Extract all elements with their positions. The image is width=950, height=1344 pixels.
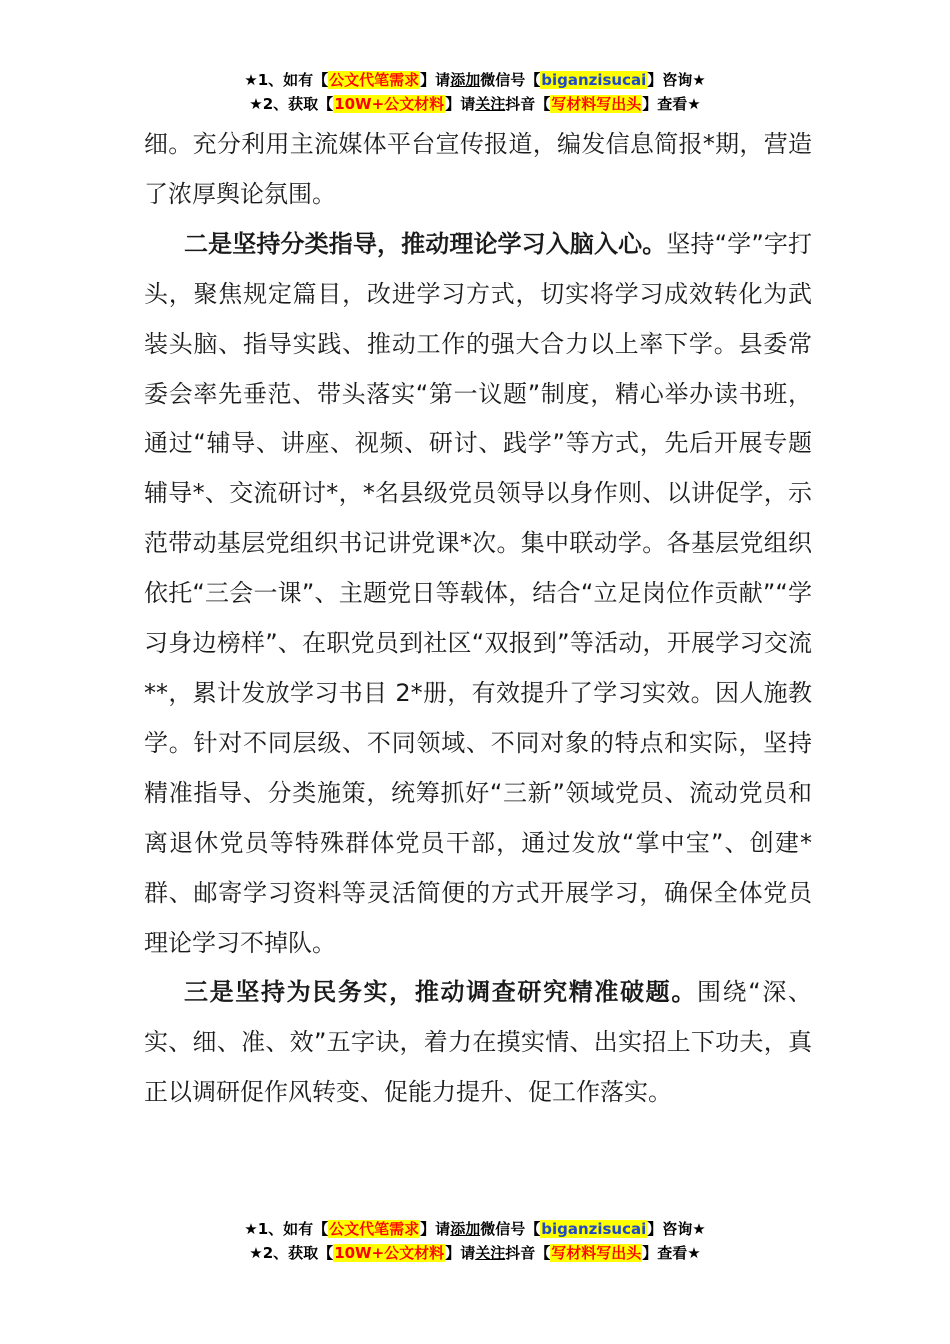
paragraph-1: 细。充分利用主流媒体平台宣传报道，编发信息简报*期，营造了浓厚舆论氛围。 <box>144 130 812 208</box>
banner-line-2 <box>0 1241 950 1265</box>
footer-banner <box>0 1217 950 1265</box>
paragraph-2 <box>144 220 812 969</box>
banner-text: 】查看★ <box>642 95 701 113</box>
banner-text: 】查看★ <box>642 1244 701 1262</box>
paragraph-3-heading: 三是坚持为民务实，推动调查研究精准破题。 <box>184 978 697 1007</box>
banner-underlined-text: 关注 <box>475 95 506 113</box>
paragraph-2-text: 坚持“学”字打头，聚焦规定篇目，改进学习方式，切实将学习成效转化为武装头脑、指导实践、推动工作的强大合力以上率下学。县委常委会率先垂范、带头落实“第一议题”制度，精心举办读书班，通过“辅导、讲座、视频、研讨、践学”等方式，先后开展专题辅导*、交流研讨*，*名县级党员领导以身作则、以讲促学，示范带动基层党组织书记讲党课*次。集中联动学。各基层党组织依托“三会一课”、主题党日等载体，结合“立足岗位作贡献”“学习身边榜样”、在职党员到社区“双报到”等活动，开展学习交流**，累计发放学习书目 2*册，有效提升了学习实效。因人施教学。针对不同层级、不同领域、不同对象的特点和实际，坚持精准指导、分类施策，统筹抓好“三新”领域党员、流动党员和离退休党员等特殊群体党员干部，通过发放“掌中宝”、创建*群、邮寄学习资料等灵活简便的方式开展学习，确保全体党员理论学习不掉队。 <box>144 229 812 957</box>
document-body <box>144 120 812 1118</box>
banner-line-1 <box>0 1217 950 1241</box>
banner-text: 】咨询★ <box>647 71 706 89</box>
banner-text: ★2、获取【 <box>249 1244 334 1262</box>
highlight-wechat-id: biganzisucai <box>541 71 647 89</box>
highlight-ghostwriting: 公文代笔需求 <box>329 71 420 89</box>
highlight-douyin-account: 写材料写出头 <box>551 95 642 113</box>
banner-underlined-text: 添加 <box>450 1220 481 1238</box>
highlight-douyin-account: 写材料写出头 <box>551 1244 642 1262</box>
highlight-materials: 10W+公文材料 <box>334 1244 445 1262</box>
highlight-materials: 10W+公文材料 <box>334 95 445 113</box>
paragraph-2-heading: 二是坚持分类指导，推动理论学习入脑入心。 <box>184 229 667 258</box>
highlight-wechat-id: biganzisucai <box>541 1220 647 1238</box>
banner-text: ★2、获取【 <box>249 95 334 113</box>
highlight-ghostwriting: 公文代笔需求 <box>329 1220 420 1238</box>
paragraph-3 <box>144 968 812 1118</box>
banner-text: 】请 <box>445 1244 476 1262</box>
banner-text: 微信号【 <box>480 71 541 89</box>
paragraph-3-text: 围绕“深、实、细、准、效”五字诀，着力在摸实情、出实招上下功夫，真正以调研促作风转变、促能力提升、促工作落实。 <box>144 978 812 1107</box>
banner-text: ★1、如有【 <box>244 1220 329 1238</box>
banner-text: 微信号【 <box>480 1220 541 1238</box>
banner-text: 】请 <box>445 95 476 113</box>
banner-text: ★1、如有【 <box>244 71 329 89</box>
banner-underlined-text: 关注 <box>475 1244 506 1262</box>
banner-text: 抖音【 <box>505 95 551 113</box>
banner-text: 】请 <box>420 1220 451 1238</box>
banner-text: 】请 <box>420 71 451 89</box>
banner-line-1 <box>0 68 950 92</box>
banner-text: 】咨询★ <box>647 1220 706 1238</box>
banner-text: 抖音【 <box>505 1244 551 1262</box>
banner-line-2 <box>0 92 950 116</box>
header-banner <box>0 68 950 116</box>
banner-underlined-text: 添加 <box>450 71 481 89</box>
